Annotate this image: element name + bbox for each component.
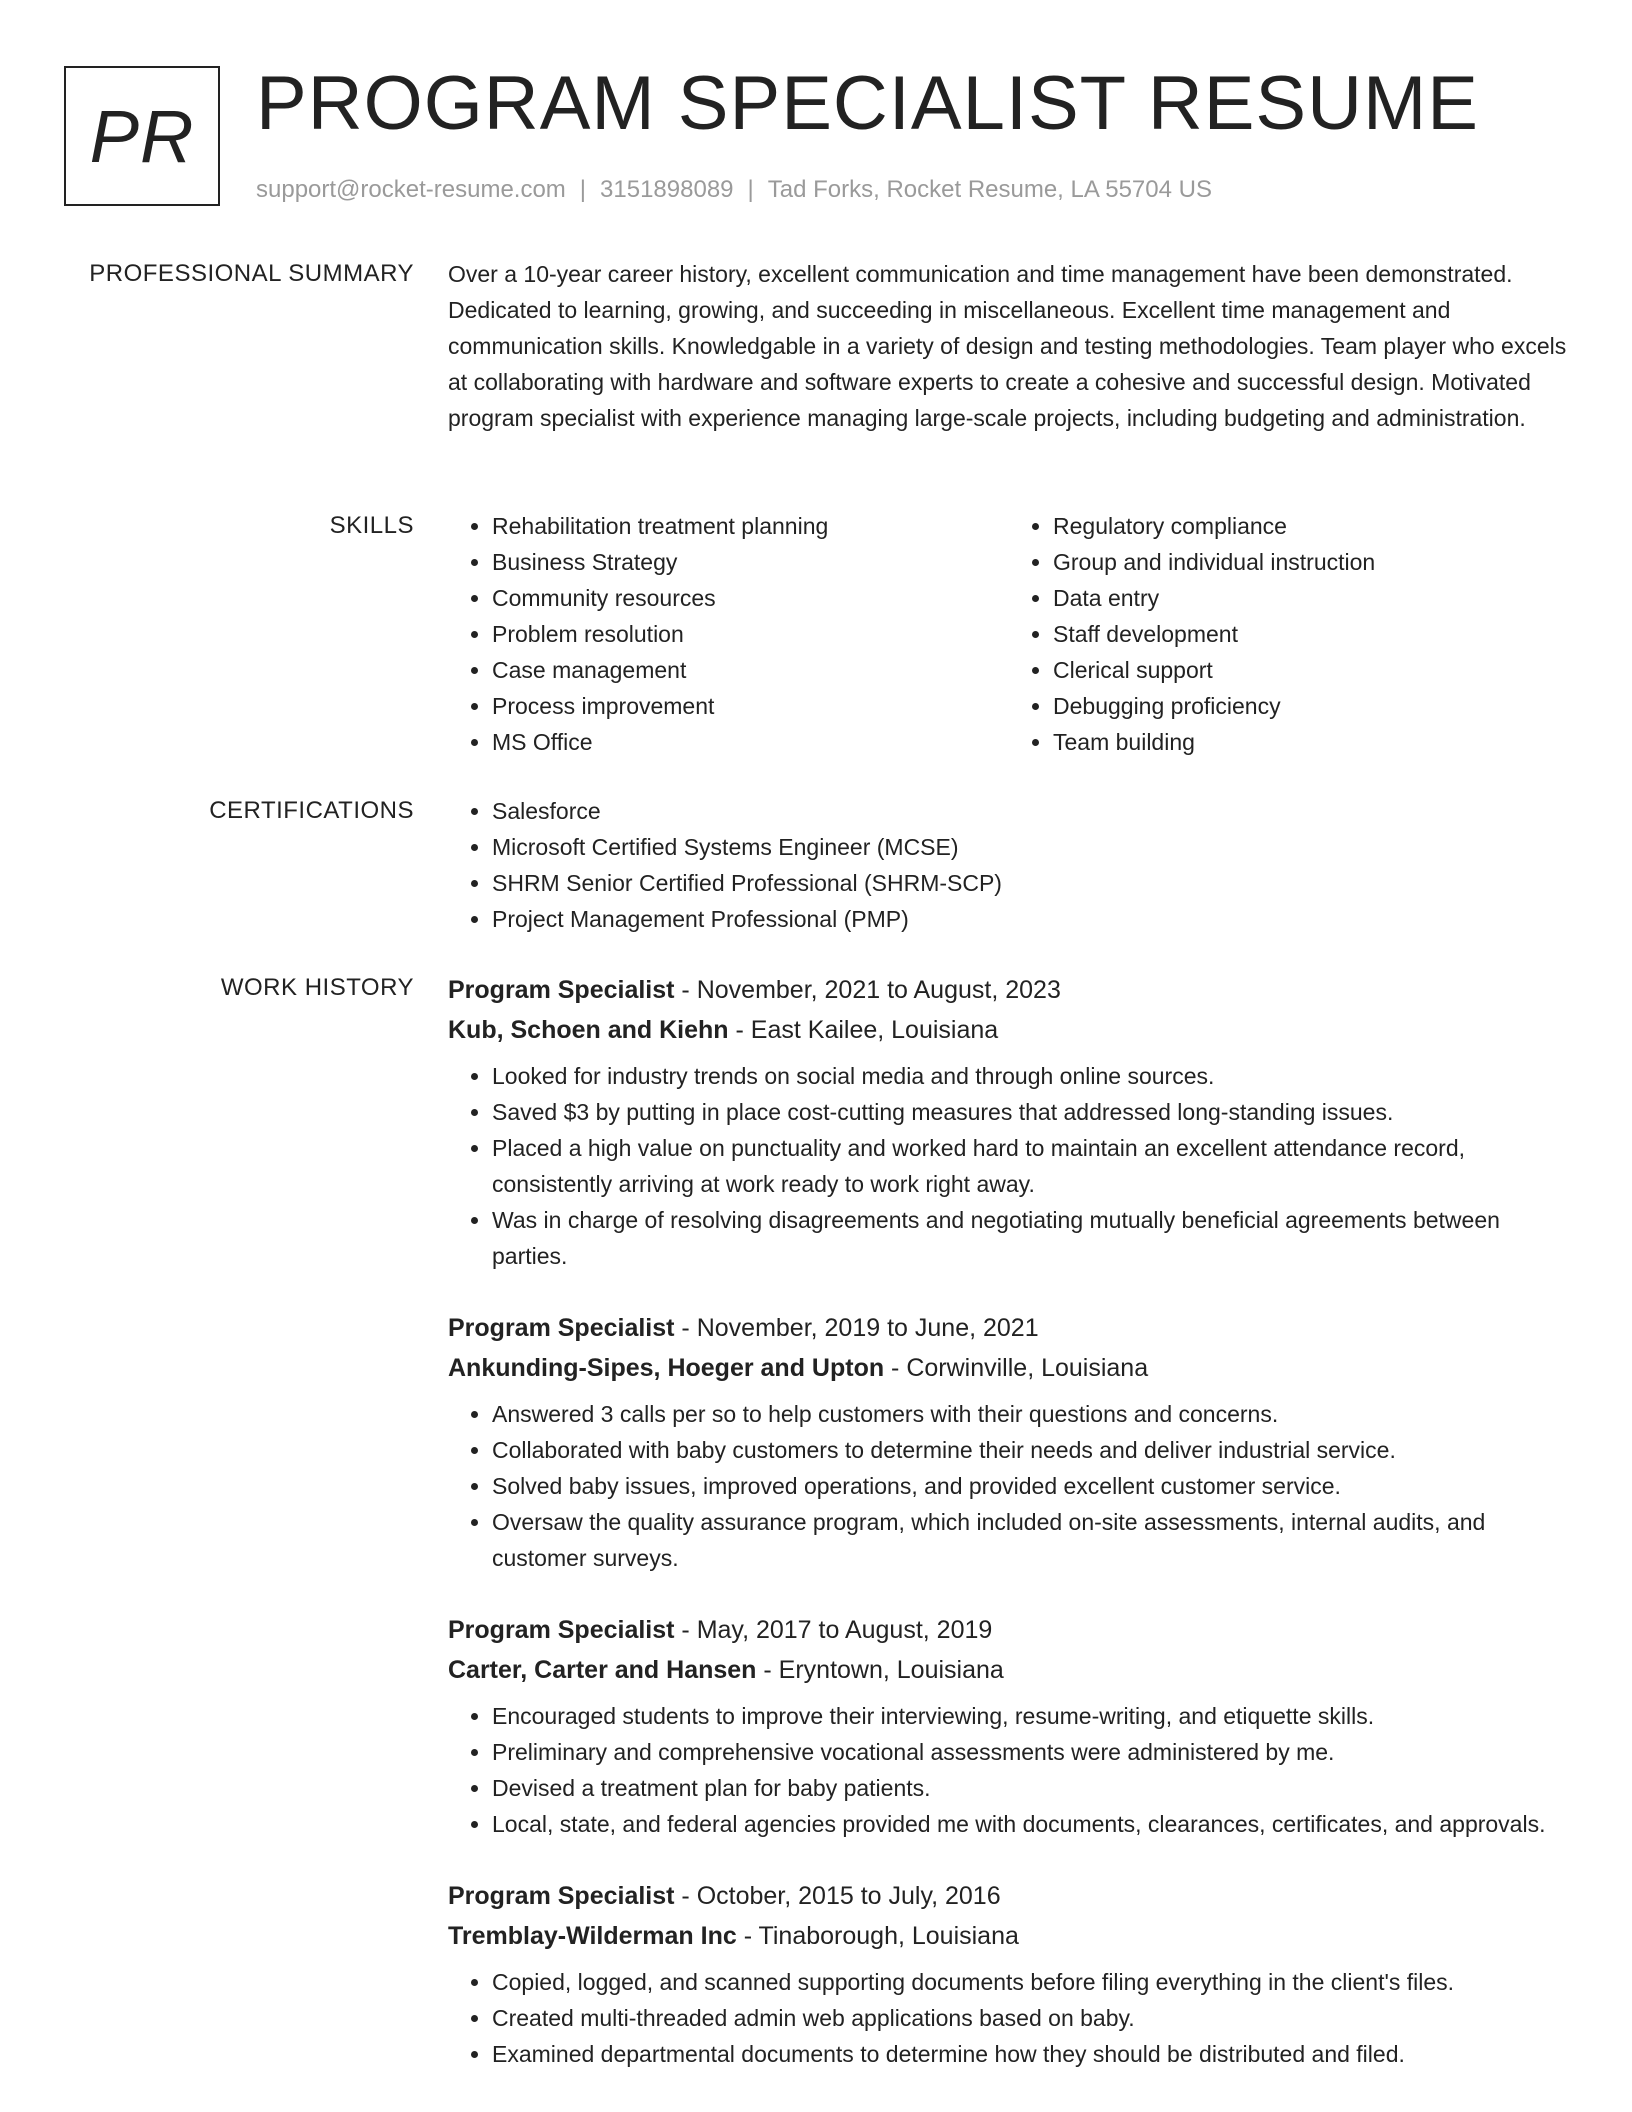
contact-separator: |	[747, 176, 754, 203]
summary-body	[448, 256, 1570, 436]
job-bullets	[448, 1396, 1570, 1576]
job-company-line	[448, 1650, 1570, 1690]
certification-item: • Salesforce	[492, 793, 1570, 829]
section-heading-skills: SKILLS	[329, 512, 414, 539]
monogram-logo: PR	[64, 66, 220, 206]
skill-item: • Rehabilitation treatment planning	[492, 508, 1009, 544]
contact-address: Tad Forks, Rocket Resume, LA 55704 US	[767, 176, 1212, 203]
skill-item: • Debugging proficiency	[1053, 688, 1570, 724]
job-location: - Tinaborough, Louisiana	[736, 1922, 1019, 1950]
skill-item: • Team building	[1053, 724, 1570, 760]
job-title: Program Specialist	[448, 976, 675, 1004]
job-bullet: • Copied, logged, and scanned supporting documents before filing everything in the client's files.	[492, 1964, 1570, 2000]
skill-item: • Problem resolution	[492, 616, 1009, 652]
skill-item: • Business Strategy	[492, 544, 1009, 580]
skill-item: • Staff development	[1053, 616, 1570, 652]
work-history-body	[448, 970, 1570, 2106]
contact-separator: |	[579, 176, 587, 203]
job-company: Tremblay-Wilderman Inc	[448, 1922, 737, 1950]
certification-item: • Microsoft Certified Systems Engineer (MCSE)	[492, 829, 1570, 865]
job-dates: - October, 2015 to July, 2016	[674, 1882, 1001, 1910]
skill-item: • Data entry	[1053, 580, 1570, 616]
job-company: Ankunding-Sipes, Hoeger and Upton	[448, 1354, 885, 1382]
job-entry	[448, 1308, 1570, 1576]
job-bullet: • Placed a high value on punctuality and worked hard to maintain an excellent attendance record, consistently arriving at work ready to work right away.	[492, 1130, 1570, 1202]
job-bullets	[448, 1964, 1570, 2072]
job-entry	[448, 1876, 1570, 2072]
job-title-line	[448, 1876, 1570, 1916]
job-bullet: • Examined departmental documents to determine how they should be distributed and filed.	[492, 2036, 1570, 2072]
job-bullet: • Solved baby issues, improved operations, and provided excellent customer service.	[492, 1468, 1570, 1504]
contact-email[interactable]: support@rocket-resume.com	[256, 176, 566, 203]
certification-item: • Project Management Professional (PMP)	[492, 901, 1570, 937]
job-location: - East Kailee, Louisiana	[728, 1016, 999, 1044]
job-title-line	[448, 970, 1570, 1010]
job-location: - Corwinville, Louisiana	[884, 1354, 1149, 1382]
certifications-list	[448, 793, 1570, 937]
skill-item: • MS Office	[492, 724, 1009, 760]
job-company: Kub, Schoen and Kiehn	[448, 1016, 729, 1044]
skill-item: • Community resources	[492, 580, 1009, 616]
job-company-line	[448, 1010, 1570, 1050]
skills-list-left	[448, 508, 1009, 760]
section-heading-certifications: CERTIFICATIONS	[209, 797, 414, 824]
job-bullet: • Created multi-threaded admin web applications based on baby.	[492, 2000, 1570, 2036]
job-bullet: • Oversaw the quality assurance program, which included on-site assessments, internal audits, and customer surveys.	[492, 1504, 1570, 1576]
skill-item: • Case management	[492, 652, 1009, 688]
job-title-line	[448, 1610, 1570, 1650]
job-title-line	[448, 1308, 1570, 1348]
section-heading-summary: PROFESSIONAL SUMMARY	[89, 260, 414, 287]
job-bullet: • Answered 3 calls per so to help customers with their questions and concerns.	[492, 1396, 1570, 1432]
job-bullet: • Local, state, and federal agencies provided me with documents, clearances, certificates, and approvals.	[492, 1806, 1570, 1842]
job-title: Program Specialist	[448, 1616, 675, 1644]
job-entry	[448, 970, 1570, 1274]
job-bullet: • Devised a treatment plan for baby patients.	[492, 1770, 1570, 1806]
job-bullets	[448, 1058, 1570, 1274]
job-title: Program Specialist	[448, 1882, 675, 1910]
job-bullets	[448, 1698, 1570, 1842]
skills-list-right	[1009, 508, 1570, 760]
job-bullet: • Was in charge of resolving disagreements and negotiating mutually beneficial agreements between parties.	[492, 1202, 1570, 1274]
contact-line	[256, 174, 1212, 206]
job-bullet: • Collaborated with baby customers to determine their needs and deliver industrial service.	[492, 1432, 1570, 1468]
job-bullet: • Looked for industry trends on social media and through online sources.	[492, 1058, 1570, 1094]
skill-item: • Group and individual instruction	[1053, 544, 1570, 580]
job-title: Program Specialist	[448, 1314, 675, 1342]
contact-phone[interactable]: 3151898089	[600, 176, 734, 203]
job-bullet: • Preliminary and comprehensive vocational assessments were administered by me.	[492, 1734, 1570, 1770]
skill-item: • Clerical support	[1053, 652, 1570, 688]
summary-text: Over a 10-year career history, excellent communication and time management have been demonstrated. Dedicated to learning, growing, and succeeding in miscellaneous. Excellent time management and communication skills. Knowledgable in a variety of design and testing methodologies. Team player who excels at collaborating with hardware and software experts to create a cohesive and successful design. Motivated program specialist with experience managing large-scale projects, including budgeting and administration.	[448, 261, 1567, 431]
job-bullet: • Saved $3 by putting in place cost-cutting measures that addressed long-standing issues.	[492, 1094, 1570, 1130]
job-location: - Eryntown, Louisiana	[756, 1656, 1004, 1684]
job-company: Carter, Carter and Hansen	[448, 1656, 757, 1684]
skill-item: • Regulatory compliance	[1053, 508, 1570, 544]
job-bullet: • Encouraged students to improve their interviewing, resume-writing, and etiquette skills.	[492, 1698, 1570, 1734]
job-company-line	[448, 1348, 1570, 1388]
job-dates: - November, 2021 to August, 2023	[674, 976, 1061, 1004]
certification-item: • SHRM Senior Certified Professional (SHRM-SCP)	[492, 865, 1570, 901]
job-company-line	[448, 1916, 1570, 1956]
certifications-body	[448, 793, 1570, 937]
skill-item: • Process improvement	[492, 688, 1009, 724]
resume-title: PROGRAM SPECIALIST RESUME	[256, 61, 1479, 146]
job-dates: - May, 2017 to August, 2019	[674, 1616, 993, 1644]
job-dates: - November, 2019 to June, 2021	[674, 1314, 1039, 1342]
skills-body	[448, 508, 1570, 760]
section-heading-work-history: WORK HISTORY	[220, 974, 414, 1001]
job-entry	[448, 1610, 1570, 1842]
